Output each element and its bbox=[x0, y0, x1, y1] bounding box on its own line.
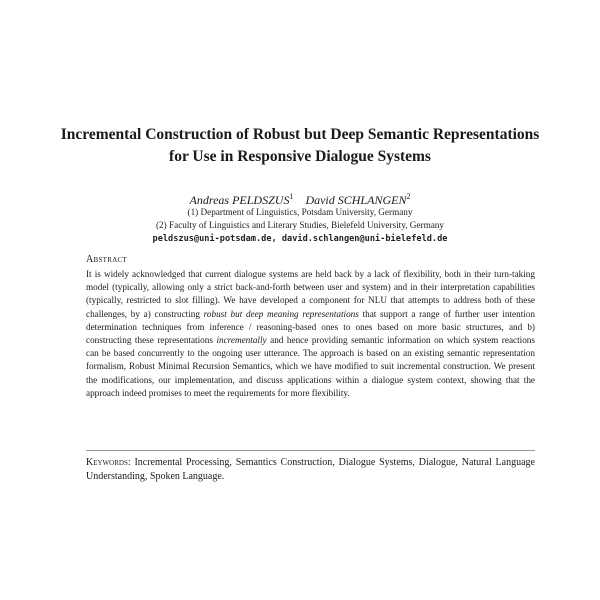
keywords-divider bbox=[86, 450, 535, 451]
abstract-body bbox=[86, 268, 535, 400]
author-line bbox=[0, 190, 600, 207]
keywords-label: Keywords: bbox=[86, 457, 131, 468]
author-emails: peldszus@uni-potsdam.de, david.schlangen@uni-bielefeld.de bbox=[152, 234, 448, 244]
abstract-emphasis: robust but deep meaning representations bbox=[203, 308, 359, 319]
abstract-text: that support a range of further user intention determination techniques from inference / reasoning-based ones to ones based on more basic structures, and b) constructing these representations bbox=[86, 308, 535, 346]
keywords-text: Incremental Processing, Semantics Construction, Dialogue Systems, Dialogue, Natural Language Understanding, Spoken Language. bbox=[86, 457, 535, 482]
affiliation-1: (1) Department of Linguistics, Potsdam University, Germany bbox=[187, 207, 413, 217]
abstract-emphasis: incrementally bbox=[216, 335, 267, 346]
keywords-section bbox=[86, 456, 535, 484]
author-affiliation-mark: 2 bbox=[406, 192, 411, 201]
author-affiliation-mark: 1 bbox=[289, 192, 294, 201]
abstract-text: It is widely acknowledged that current dialogue systems are held back by a lack of flexibility, both in their turn-taking model (typically, allowing only a strict back-and-forth between user and system) and in their interpretation capabilities (typically, restricted to slot filling). We have developed a component for NLU that attempts to address both of these challenges, by a) constructing bbox=[86, 269, 535, 319]
abstract-heading: Abstract bbox=[86, 254, 128, 265]
affiliation-2: (2) Faculty of Linguistics and Literary Studies, Bielefeld University, Germany bbox=[156, 220, 444, 230]
author-name: Andreas PELDSZUS bbox=[189, 193, 290, 207]
abstract-text: and hence providing semantic information on which system reactions can be based concurrently to the ongoing user utterance. The approach is based on an existing semantic representation formalism, Robust Minimal Recursion Semantics, which we have modified to suit incremental construction. We present the modifications, our implementation, and discuss applications within a dialogue system context, showing that the approach indeed promises to meet the requirements for more flexibility. bbox=[86, 335, 535, 398]
paper-title: Incremental Construction of Robust but Deep Semantic Representations for Use in Responsive Dialogue Systems bbox=[60, 126, 540, 165]
author-name: David SCHLANGEN bbox=[305, 193, 407, 207]
